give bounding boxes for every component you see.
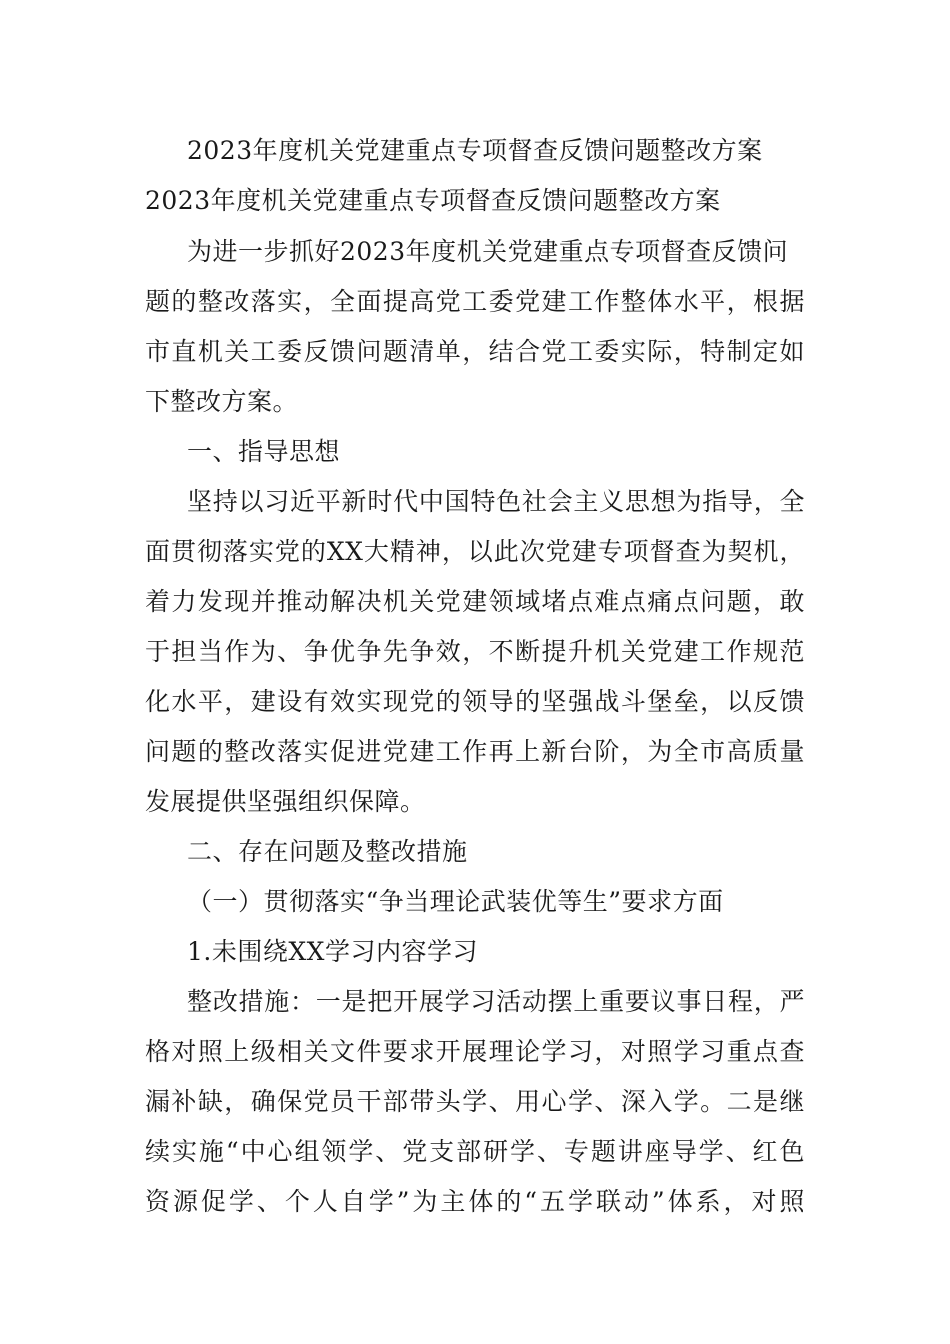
section-heading: 二、存在问题及整改措施 [187,837,468,866]
paragraph-line: 问题的整改落实促进党建工作再上新台阶，为全市高质量 [145,737,805,766]
paragraph-line: 格对照上级相关文件要求开展理论学习，对照学习重点查 [145,1037,805,1066]
paragraph-line: 市直机关工委反馈问题清单，结合党工委实际，特制定如 [145,337,805,366]
paragraph-line: 面贯彻落实党的XX大精神，以此次党建专项督查为契机， [145,537,805,566]
paragraph-line: 化水平，建设有效实现党的领导的坚强战斗堡垒，以反馈 [145,687,805,716]
paragraph-line: 坚持以习近平新时代中国特色社会主义思想为指导，全 [187,487,805,516]
paragraph-line: 发展提供坚强组织保障。 [145,787,426,816]
paragraph-line: 为进一步抓好2023年度机关党建重点专项督查反馈问 [187,237,789,266]
paragraph-line: 题的整改落实，全面提高党工委党建工作整体水平，根据 [145,287,805,316]
item-heading: 1.未围绕XX学习内容学习 [187,937,478,966]
paragraph-line: 于担当作为、争优争先争效，不断提升机关党建工作规范 [145,637,805,666]
paragraph-line: 下整改方案。 [145,387,299,416]
paragraph-line: 续实施“中心组领学、党支部研学、专题讲座导学、红色 [145,1137,805,1166]
paragraph-line: 漏补缺，确保党员干部带头学、用心学、深入学。二是继 [145,1087,805,1116]
document-title: 2023年度机关党建重点专项督查反馈问题整改方案 [187,136,763,165]
paragraph-line: 着力发现并推动解决机关党建领域堵点难点痛点问题，敢 [145,587,805,616]
section-heading: 一、指导思想 [187,437,341,466]
document-subtitle: 2023年度机关党建重点专项督查反馈问题整改方案 [145,186,721,215]
paragraph-line: 整改措施：一是把开展学习活动摆上重要议事日程，严 [187,987,805,1016]
subsection-heading: （一）贯彻落实“争当理论武装优等生”要求方面 [187,887,724,916]
paragraph-line: 资源促学、个人自学”为主体的“五学联动”体系，对照 [145,1187,805,1216]
